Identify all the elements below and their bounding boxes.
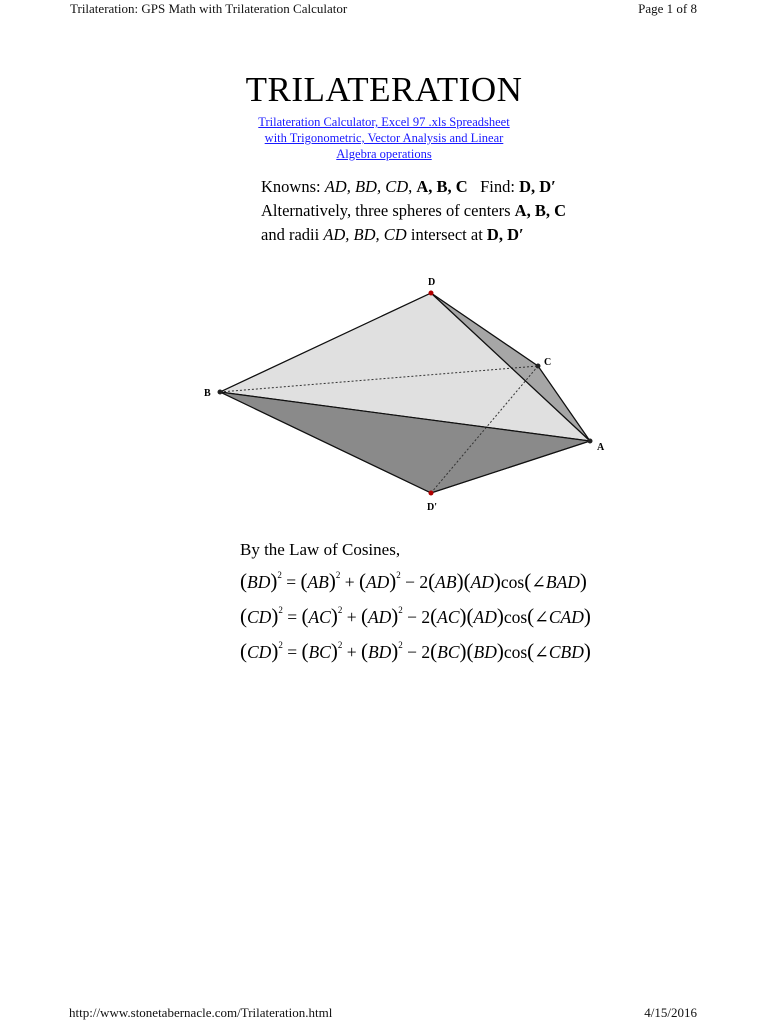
eq-term-2: BD xyxy=(367,642,392,662)
eq-factor-2-close-paren: ) xyxy=(496,639,504,663)
eq-factor-1-close-paren: ) xyxy=(456,569,464,593)
intersect-label: intersect at xyxy=(410,225,483,244)
eq-minus-two: − 2 xyxy=(402,607,431,627)
angle-icon: ∠ xyxy=(534,607,549,627)
radii-distances: AD, BD, CD xyxy=(323,225,407,244)
radii-line xyxy=(261,223,566,247)
eq-term-1-close-paren: ) xyxy=(330,639,338,663)
eq-lhs-open-paren: ( xyxy=(240,569,247,593)
radii-label: and radii xyxy=(261,225,320,244)
label-d: D xyxy=(428,277,436,288)
eq-angle-open-paren: ( xyxy=(527,639,535,663)
eq-plus: + xyxy=(340,572,359,592)
label-a: A xyxy=(597,442,605,453)
eq-lhs-close-paren: ) xyxy=(271,604,279,628)
eq-lhs-open-paren: ( xyxy=(240,639,247,663)
equation-2 xyxy=(240,604,591,629)
eq-lhs-square: 2 xyxy=(278,605,283,615)
label-c: C xyxy=(544,357,552,368)
trilateration-figure xyxy=(195,270,615,515)
label-b: B xyxy=(204,388,211,399)
find-points: D, D′ xyxy=(519,177,556,196)
eq-factor-2: AD xyxy=(470,572,494,592)
eq-factor-2-open-paren: ( xyxy=(466,604,474,628)
eq-term-1-open-paren: ( xyxy=(301,639,309,663)
eq-term-2: AD xyxy=(365,572,390,592)
eq-angle-close-paren: ) xyxy=(583,639,591,663)
eq-term-2-square: 2 xyxy=(398,640,403,650)
eq-cos: cos xyxy=(503,642,528,662)
eq-plus: + xyxy=(342,642,361,662)
eq-term-2-open-paren: ( xyxy=(358,569,366,593)
intersect-points: D, D′ xyxy=(486,225,524,244)
eq-plus: + xyxy=(342,607,361,627)
eq-term-1-open-paren: ( xyxy=(300,569,308,593)
eq-lhs-open-paren: ( xyxy=(240,604,247,628)
law-of-cosines-intro: By the Law of Cosines, xyxy=(240,540,401,559)
vertex-c xyxy=(536,364,541,369)
eq-lhs: CD xyxy=(247,607,272,627)
page-number: Page 1 of 8 xyxy=(638,1,697,16)
equation-3 xyxy=(240,639,591,664)
header-title: Trilateration: GPS Math with Trilateration Calculator xyxy=(70,1,348,16)
alternative-text: Alternatively, three spheres of centers xyxy=(261,201,511,220)
eq-lhs-close-paren: ) xyxy=(270,569,278,593)
eq-equals: = xyxy=(281,572,301,592)
knowns-points: A, B, C xyxy=(416,177,468,196)
eq-angle-name: BAD xyxy=(545,572,580,592)
eq-angle-close-paren: ) xyxy=(579,569,587,593)
eq-term-2-close-paren: ) xyxy=(391,604,399,628)
eq-term-1-square: 2 xyxy=(337,605,343,615)
eq-factor-1: AB xyxy=(435,572,457,592)
eq-factor-1-close-paren: ) xyxy=(459,639,467,663)
eq-factor-1-open-paren: ( xyxy=(428,569,436,593)
eq-cos: cos xyxy=(503,607,528,627)
alternative-line xyxy=(261,199,566,223)
angle-icon: ∠ xyxy=(531,572,546,592)
eq-term-1-square: 2 xyxy=(335,570,341,580)
knowns-distances: AD, BD, CD xyxy=(324,177,409,196)
eq-term-1: BC xyxy=(308,642,331,662)
vertex-d xyxy=(429,291,434,296)
knowns-block xyxy=(261,175,566,247)
eq-factor-1-open-paren: ( xyxy=(430,604,438,628)
eq-factor-1-open-paren: ( xyxy=(430,639,438,663)
eq-minus-two: − 2 xyxy=(402,642,431,662)
calculator-link-line-2[interactable]: with Trigonometric, Vector Analysis and Linear xyxy=(264,131,504,145)
eq-factor-2: AD xyxy=(473,607,497,627)
eq-factor-2-open-paren: ( xyxy=(463,569,471,593)
eq-angle-open-paren: ( xyxy=(527,604,535,628)
eq-term-2-open-paren: ( xyxy=(360,639,368,663)
eq-lhs-close-paren: ) xyxy=(271,639,279,663)
equation-1 xyxy=(240,569,587,594)
eq-angle-close-paren: ) xyxy=(583,604,591,628)
eq-lhs: BD xyxy=(247,572,271,592)
label-dprime: D' xyxy=(427,502,437,513)
alternative-points: A, B, C xyxy=(514,201,566,220)
eq-angle-name: CBD xyxy=(548,642,584,662)
eq-term-2-close-paren: ) xyxy=(391,639,399,663)
angle-icon: ∠ xyxy=(534,642,549,662)
knowns-label: Knowns: xyxy=(261,177,321,196)
footer-url: http://www.stonetabernacle.com/Trilateration.html xyxy=(69,1005,333,1020)
eq-lhs: CD xyxy=(247,642,272,662)
eq-factor-2-close-paren: ) xyxy=(493,569,501,593)
eq-factor-1: BC xyxy=(437,642,460,662)
eq-factor-2-open-paren: ( xyxy=(466,639,474,663)
eq-angle-open-paren: ( xyxy=(524,569,532,593)
eq-term-1: AC xyxy=(308,607,331,627)
knowns-line: Knowns: AD, BD, CD, A, B, C Find: D, D′ xyxy=(261,177,556,196)
eq-equals: = xyxy=(282,642,302,662)
eq-lhs-square: 2 xyxy=(278,640,283,650)
eq-equals: = xyxy=(282,607,302,627)
eq-term-1-close-paren: ) xyxy=(328,569,336,593)
eq-factor-2: BD xyxy=(473,642,497,662)
eq-angle-name: CAD xyxy=(548,607,584,627)
footer-date: 4/15/2016 xyxy=(644,1005,697,1020)
eq-term-1-open-paren: ( xyxy=(301,604,309,628)
eq-factor-1-close-paren: ) xyxy=(459,604,467,628)
page-title: TRILATERATION xyxy=(245,70,523,109)
eq-term-2-square: 2 xyxy=(396,570,401,580)
eq-lhs-square: 2 xyxy=(277,570,282,580)
eq-term-1: AB xyxy=(307,572,329,592)
calculator-link-line-1[interactable]: Trilateration Calculator, Excel 97 .xls Spreadsheet xyxy=(258,115,510,129)
eq-term-2: AD xyxy=(367,607,392,627)
eq-minus-two: − 2 xyxy=(400,572,429,592)
find-label: Find: xyxy=(480,177,515,196)
eq-factor-2-close-paren: ) xyxy=(496,604,504,628)
vertex-b xyxy=(218,390,223,395)
eq-term-2-square: 2 xyxy=(398,605,403,615)
eq-factor-1: AC xyxy=(437,607,460,627)
eq-term-1-close-paren: ) xyxy=(330,604,338,628)
calculator-link[interactable] xyxy=(0,114,768,162)
eq-term-2-close-paren: ) xyxy=(389,569,397,593)
eq-term-2-open-paren: ( xyxy=(360,604,368,628)
calculator-link-line-3[interactable]: Algebra operations xyxy=(336,147,432,161)
vertex-dprime xyxy=(429,491,434,496)
eq-term-1-square: 2 xyxy=(337,640,343,650)
eq-cos: cos xyxy=(500,572,525,592)
vertex-a xyxy=(588,439,593,444)
